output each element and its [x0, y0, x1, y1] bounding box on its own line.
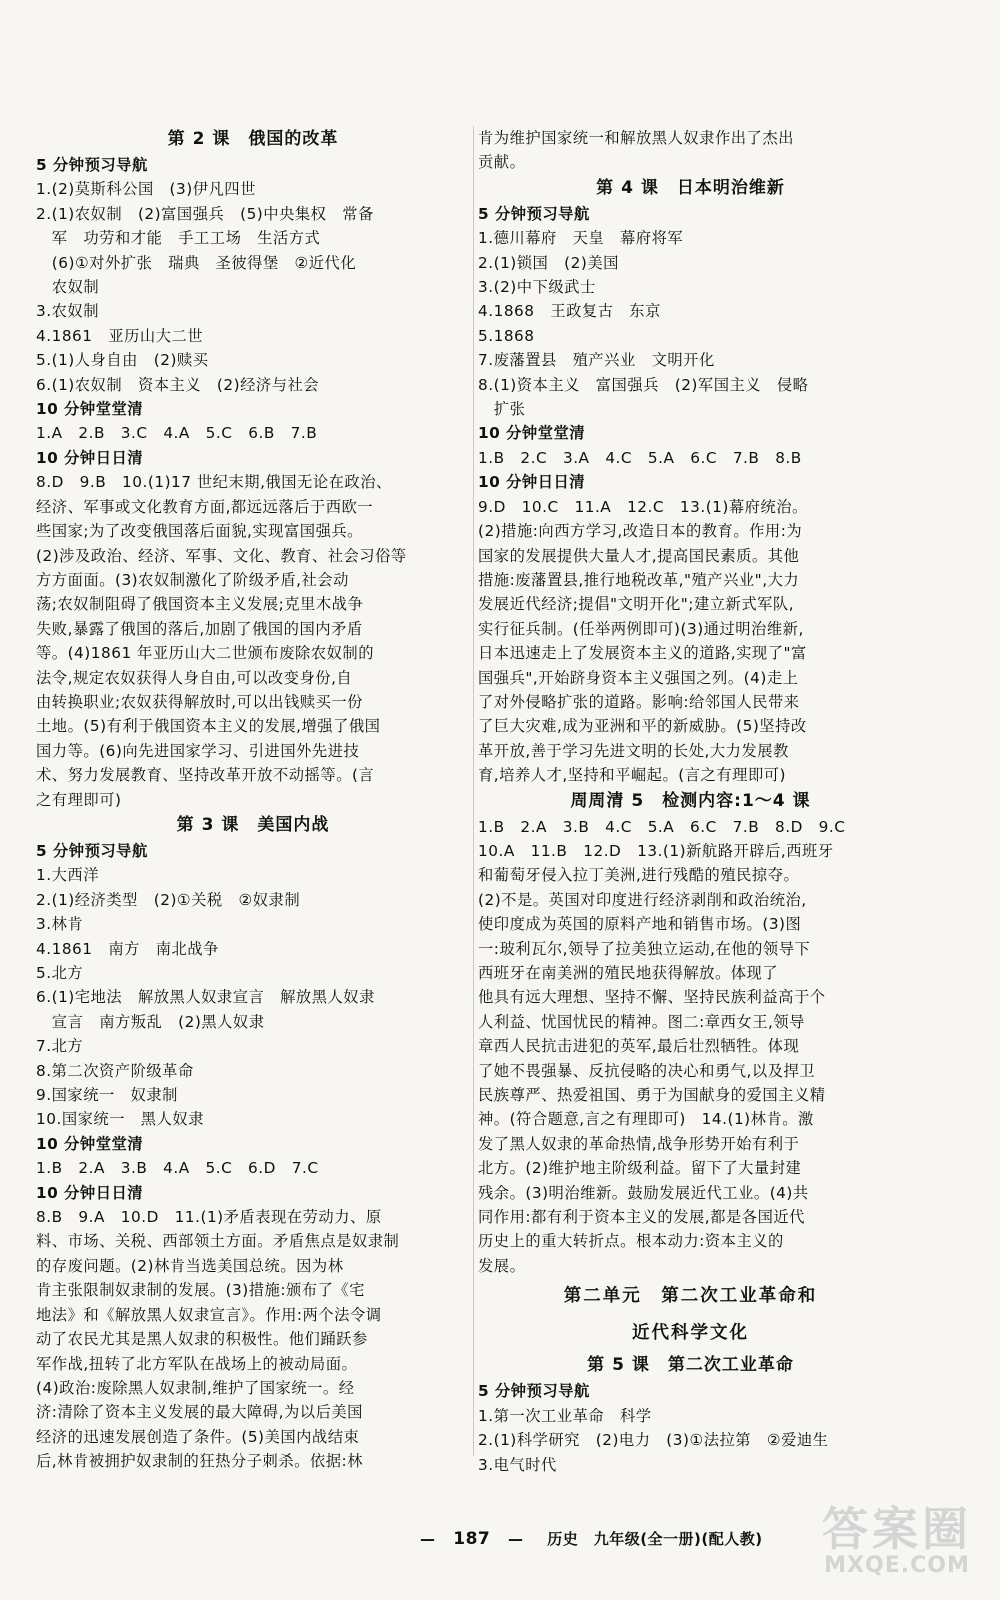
text-line: 6.(1)农奴制 资本主义 (2)经济与社会 [36, 375, 320, 394]
section-heading: 5 分钟预习导航 [478, 1382, 590, 1401]
text-line: 农奴制 [36, 278, 100, 297]
text-line: 宣言 南方叛乱 (2)黑人奴隶 [36, 1012, 265, 1031]
column-divider [473, 126, 474, 1456]
text-line: 措施:废藩置县,推行地税改革,"殖产兴业",大力 [478, 570, 800, 589]
text-line: 后,林肯被拥护奴隶制的狂热分子刺杀。依据:林 [36, 1452, 363, 1471]
text-line: 军作战,扭转了北方军队在战场上的被动局面。 [36, 1354, 358, 1373]
text-line: 荡;农奴制阻碍了俄国资本主义发展;克里木战争 [36, 595, 364, 614]
footer-dash-left: — [420, 1530, 436, 1548]
text-line: 法令,规定农奴获得人身自由,可以改变身份,自 [36, 668, 353, 687]
text-line: 2.(1)科学研究 (2)电力 (3)①法拉第 ②爱迪生 [478, 1431, 829, 1450]
text-line: 8.(1)资本主义 富国强兵 (2)军国主义 侵略 [478, 375, 809, 394]
text-line: 日本迅速走上了发展资本主义的道路,实现了"富 [478, 644, 807, 663]
unit-heading: 第二单元 第二次工业革命和 [563, 1286, 818, 1307]
text-line: 3.(2)中下级武士 [478, 278, 596, 297]
section-heading: 10 分钟堂堂清 [36, 1134, 144, 1153]
text-line: 发展。 [478, 1256, 526, 1275]
text-line: 由转换职业;农奴获得解放时,可以出钱赎买一份 [36, 692, 363, 711]
text-line: (4)政治:废除黑人奴隶制,维护了国家统一。经 [36, 1378, 355, 1397]
text-line: 土地。(5)有利于俄国资本主义的发展,增强了俄国 [36, 717, 381, 736]
text-line: (2)涉及政治、经济、军事、文化、教育、社会习俗等 [36, 546, 407, 565]
text-line: 北方。(2)维护地主阶级利益。留下了大量封建 [478, 1159, 802, 1178]
text-line: 一:玻利瓦尔,领导了拉美独立运动,在他的领导下 [478, 939, 811, 958]
text-line: 实行征兵制。(任举两例即可)(3)通过明治维新, [478, 619, 804, 638]
text-line: 1.B 2.A 3.B 4.C 5.A 6.C 7.B 8.D 9.C [478, 817, 846, 836]
text-line: 民族尊严、热爱祖国、勇于为国献身的爱国主义精 [478, 1086, 826, 1105]
unit-heading: 近代科学文化 [632, 1323, 749, 1344]
text-line: 7.废藩置县 殖产兴业 文明开化 [478, 351, 715, 370]
text-line: 料、市场、关税、西部领土方面。矛盾焦点是奴隶制 [36, 1232, 400, 1251]
text-line: 1.A 2.B 3.C 4.A 5.C 6.B 7.B [36, 424, 318, 443]
text-line: 国强兵",开始跻身资本主义强国之列。(4)走上 [478, 668, 799, 687]
text-line: 历史上的重大转折点。根本动力:资本主义的 [478, 1232, 784, 1251]
text-line: 7.北方 [36, 1037, 84, 1056]
text-line: 肯为维护国家统一和解放黑人奴隶作出了杰出 [478, 129, 794, 147]
page-footer [420, 1528, 763, 1549]
section-heading: 10 分钟堂堂清 [36, 400, 144, 419]
text-line: 西班牙在南美洲的殖民地获得解放。体现了 [478, 964, 779, 982]
text-line: 肯主张限制奴隶制的发展。(3)措施:颁布了《宅 [36, 1281, 365, 1300]
watermark-url: MXQE.COM [824, 1553, 970, 1578]
footer-dash-right: — [507, 1530, 524, 1548]
text-line: 5.北方 [36, 964, 84, 982]
right-column [478, 126, 903, 1477]
text-line: 贡献。 [478, 153, 526, 172]
lesson-heading: 第 4 课 日本明治维新 [596, 177, 785, 198]
text-line: 了她不畏强暴、反抗侵略的决心和勇气,以及捍卫 [478, 1061, 816, 1080]
text-line: 1.(2)莫斯科公国 (3)伊凡四世 [36, 180, 256, 199]
text-line: 国力等。(6)向先进国家学习、引进国外先进技 [36, 741, 360, 760]
text-line: 扩张 [478, 400, 526, 419]
section-heading: 5 分钟预习导航 [36, 156, 148, 174]
text-line: 他具有远大理想、坚持不懈、坚持民族利益高于个 [478, 988, 826, 1007]
text-line: 地法》和《解放黑人奴隶宣言》。作用:两个法令调 [36, 1305, 382, 1324]
watermark-text: 答案圈 [822, 1502, 972, 1556]
text-line: 术、努力发展教育、坚持改革开放不动摇等。(言 [36, 766, 375, 785]
footer-subject: 历史 九年级(全一册)(配人教) [547, 1530, 763, 1548]
text-line: 动了农民尤其是黑人奴隶的积极性。他们踊跃参 [36, 1330, 368, 1349]
text-line: 革开放,善于学习先进文明的长处,大力发展教 [478, 741, 789, 760]
text-line: 1.B 2.A 3.B 4.A 5.C 6.D 7.C [36, 1159, 319, 1178]
section-heading: 10 分钟日日清 [36, 1183, 144, 1202]
text-line: 4.1861 南方 南北战争 [36, 939, 219, 958]
text-line: 9.国家统一 奴隶制 [36, 1086, 178, 1105]
watermark-logo [822, 1504, 972, 1578]
text-line: 8.D 9.B 10.(1)17 世纪末期,俄国无论在政治、 [36, 473, 392, 492]
text-line: 发展近代经济;提倡"文明开化";建立新式军队, [478, 595, 795, 614]
lesson-heading: 第 5 课 第二次工业革命 [587, 1355, 794, 1376]
text-line: 3.林肯 [36, 915, 84, 934]
text-line: 9.D 10.C 11.A 12.C 13.(1)幕府统治。 [478, 497, 808, 516]
text-line: 6.(1)宅地法 解放黑人奴隶宣言 解放黑人奴隶 [36, 988, 375, 1007]
text-line: 残余。(3)明治维新。鼓励发展近代工业。(4)共 [478, 1183, 809, 1202]
text-line: 3.农奴制 [36, 302, 99, 321]
text-line: 方方面面。(3)农奴制激化了阶级矛盾,社会动 [36, 570, 349, 589]
text-line: 失败,暴露了俄国的落后,加剧了俄国的国内矛盾 [36, 619, 363, 638]
text-line: (2)不是。英国对印度进行经济剥削和政治统治, [478, 890, 807, 909]
text-line: 人利益、忧国忧民的精神。图二:章西女王,领导 [478, 1012, 805, 1031]
text-line: (6)①对外扩张 瑞典 圣彼得堡 ②近代化 [36, 253, 357, 272]
lesson-heading: 第 2 课 俄国的改革 [167, 129, 339, 149]
text-line: 经济、军事或文化教育方面,都远远落后于西欧一 [36, 497, 374, 516]
text-line: 神。(符合题意,言之有理即可) 14.(1)林肯。激 [478, 1110, 814, 1129]
text-line: 之有理即可) [36, 790, 122, 809]
text-line: (2)措施:向西方学习,改造日本的教育。作用:为 [478, 522, 803, 541]
section-heading: 10 分钟日日清 [478, 473, 586, 492]
text-line: 同作用:都有利于资本主义的发展,都是各国近代 [478, 1208, 805, 1227]
text-line: 了对外侵略扩张的道路。影响:给邻国人民带来 [478, 692, 800, 711]
text-line: 4.1868 王政复古 东京 [478, 302, 661, 321]
text-line: 2.(1)农奴制 (2)富国强兵 (5)中央集权 常备 [36, 204, 374, 223]
section-heading: 5 分钟预习导航 [36, 841, 148, 860]
text-line: 了巨大灾难,成为亚洲和平的新威胁。(5)坚持改 [478, 717, 807, 736]
text-line: 3.电气时代 [478, 1455, 557, 1474]
text-line: 经济的迅速发展创造了条件。(5)美国内战结束 [36, 1427, 360, 1446]
section-heading: 10 分钟堂堂清 [478, 424, 586, 443]
lesson-heading: 第 3 课 美国内战 [176, 814, 330, 835]
left-column [36, 126, 470, 1474]
text-line: 军 功劳和才能 手工工场 生活方式 [36, 229, 321, 248]
section-heading: 5 分钟预习导航 [478, 204, 590, 223]
text-line: 4.1861 亚历山大二世 [36, 326, 204, 345]
text-line: 的存废问题。(2)林肯当选美国总统。因为林 [36, 1256, 344, 1275]
text-line: 8.B 9.A 10.D 11.(1)矛盾表现在劳动力、原 [36, 1208, 382, 1227]
lesson-heading: 周周清 5 检测内容:1～4 课 [570, 790, 811, 811]
text-line: 使印度成为英国的原料产地和销售市场。(3)图 [478, 915, 802, 934]
text-line: 8.第二次资产阶级革命 [36, 1061, 194, 1080]
text-line: 5.1868 [478, 326, 535, 345]
text-line: 5.(1)人身自由 (2)赎买 [36, 351, 209, 370]
text-line: 章西人民抗击进犯的英军,最后壮烈牺牲。体现 [478, 1037, 800, 1056]
text-line: 2.(1)经济类型 (2)①关税 ②奴隶制 [36, 890, 301, 909]
text-line: 2.(1)锁国 (2)美国 [478, 253, 619, 272]
text-line: 1.大西洋 [36, 866, 99, 885]
text-line: 国家的发展提供大量人才,提高国民素质。其他 [478, 546, 800, 565]
section-heading: 10 分钟日日清 [36, 448, 144, 467]
text-line: 育,培养人才,坚持和平崛起。(言之有理即可) [478, 766, 787, 785]
text-line: 些国家;为了改变俄国落后面貌,实现富国强兵。 [36, 522, 363, 541]
text-line: 10.A 11.B 12.D 13.(1)新航路开辟后,西班牙 [478, 841, 834, 860]
page-number: 187 [453, 1529, 491, 1549]
text-line: 1.B 2.C 3.A 4.C 5.A 6.C 7.B 8.B [478, 448, 802, 467]
text-line: 1.德川幕府 天皇 幕府将军 [478, 229, 684, 248]
text-line: 10.国家统一 黑人奴隶 [36, 1110, 204, 1129]
text-line: 1.第一次工业革命 科学 [478, 1406, 652, 1425]
text-line: 和葡萄牙侵入拉丁美洲,进行残酷的殖民掠夺。 [478, 866, 800, 885]
text-line: 济:清除了资本主义发展的最大障碍,为以后美国 [36, 1403, 363, 1422]
text-line: 等。(4)1861 年亚历山大二世颁布废除农奴制的 [36, 644, 375, 663]
text-line: 发了黑人奴隶的革命热情,战争形势开始有利于 [478, 1134, 800, 1153]
